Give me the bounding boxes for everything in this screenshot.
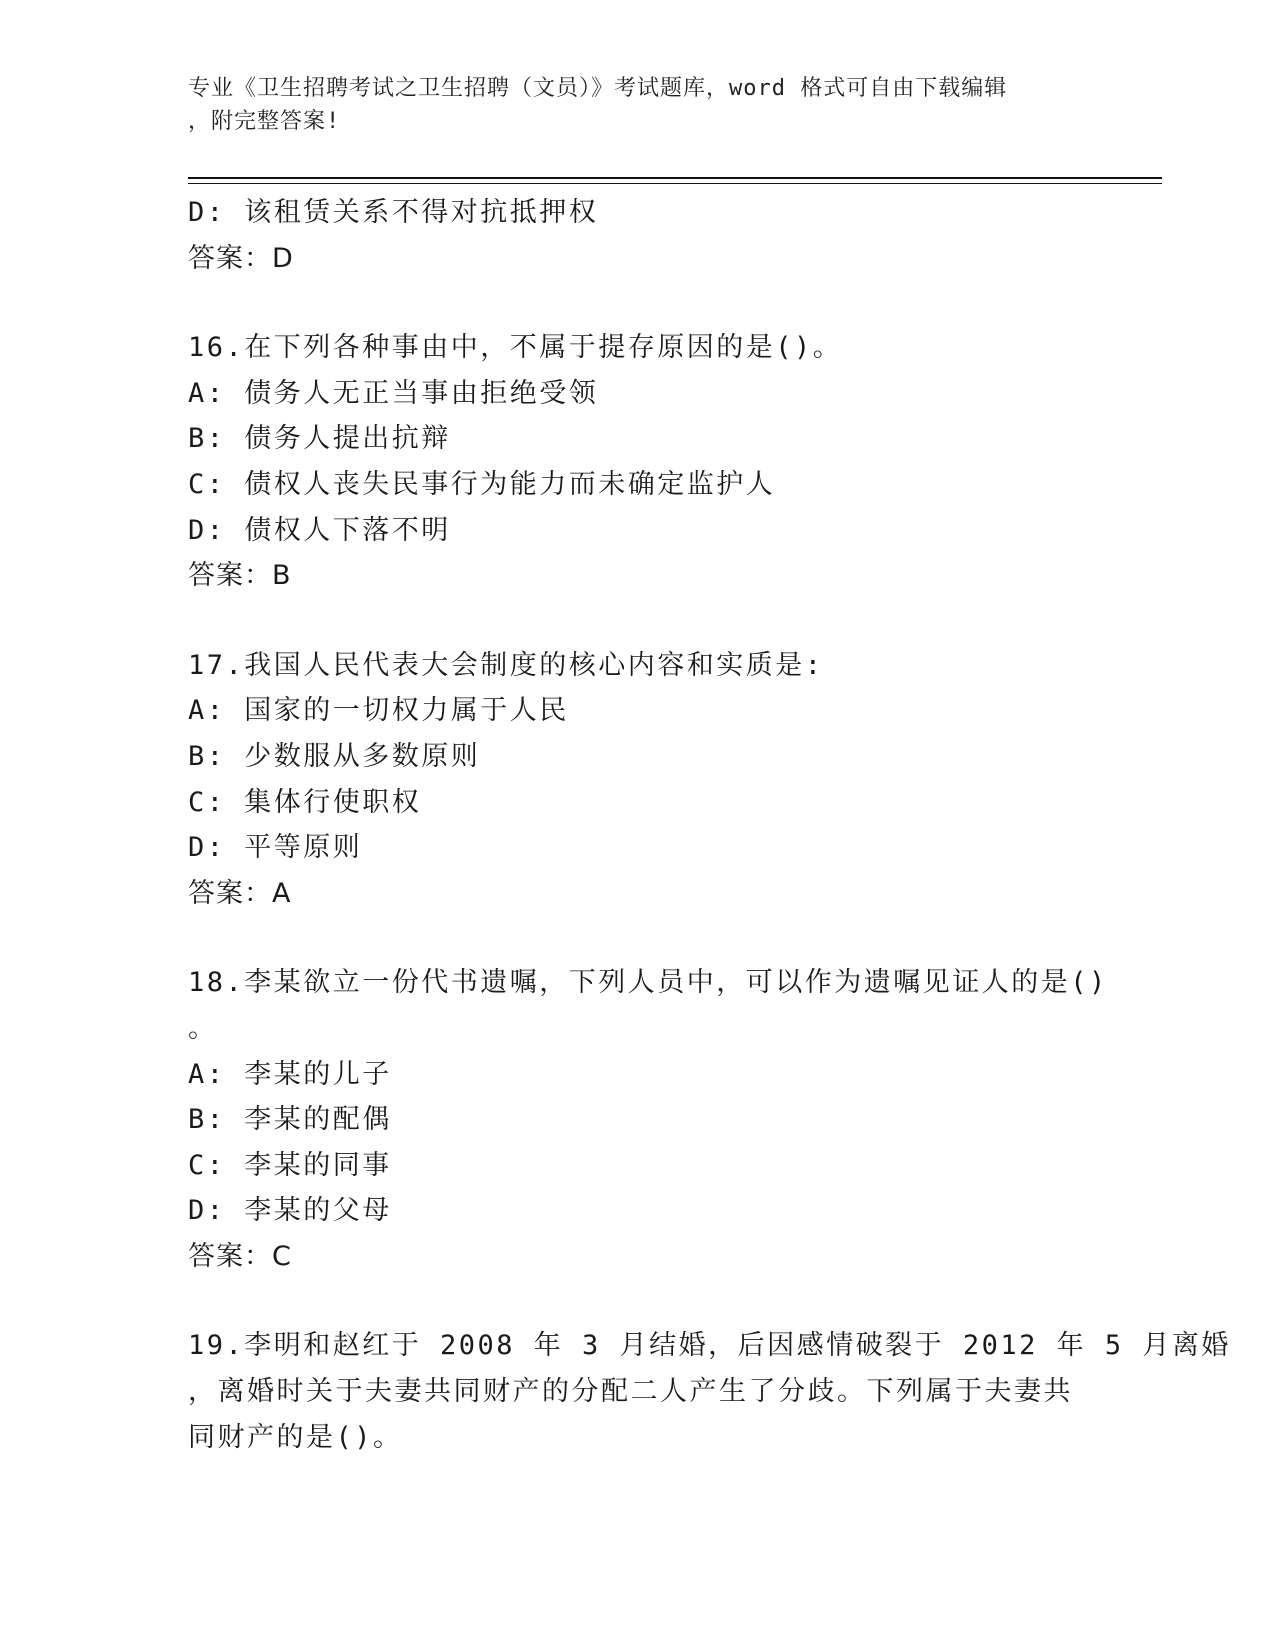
option-d: D: 债权人下落不明 [188, 514, 451, 546]
answer-line: 答案：B [188, 560, 292, 592]
option-b: B: 少数服从多数原则 [188, 740, 481, 772]
option-a: A: 国家的一切权力属于人民 [188, 695, 569, 727]
question-block-17 [188, 643, 1088, 917]
option-d: D: 李某的父母 [188, 1195, 392, 1227]
question-text: 16.在下列各种事由中，不属于提存原因的是()。 [188, 332, 843, 364]
question-text: 18.李某欲立一份代书遗嘱，下列人员中，可以作为遗嘱见证人的是() [188, 967, 1108, 999]
header-divider-thin [188, 183, 1162, 184]
question-text-continued: 。 [188, 1012, 218, 1044]
question-block-19 [188, 1323, 1231, 1460]
question-block-16 [188, 325, 1088, 599]
option-c: C: 债权人丧失民事行为能力而未确定监护人 [188, 468, 776, 500]
option-d: D: 平等原则 [188, 832, 363, 864]
answer-line: 答案：D [188, 242, 294, 274]
option-a: A: 李某的儿子 [188, 1058, 392, 1090]
option-b: B: 债务人提出抗辩 [188, 423, 451, 455]
question-block-18 [188, 960, 1108, 1279]
question-list [188, 190, 1231, 1460]
option-c: C: 集体行使职权 [188, 786, 422, 818]
answer-line: 答案：A [188, 877, 292, 909]
question-text: 17.我国人民代表大会制度的核心内容和实质是: [188, 649, 824, 681]
question-text: 19.李明和赵红于 2008 年 3 月结婚，后因感情破裂于 2012 年 5 月离婚 [188, 1330, 1231, 1362]
option-d: D: 该租赁关系不得对抗抵押权 [188, 197, 599, 228]
option-b: B: 李某的配偶 [188, 1104, 392, 1136]
header-divider-thick [188, 177, 1162, 179]
header-line-2: ，附完整答案! [188, 109, 341, 134]
question-text-continued: 同财产的是()。 [188, 1421, 403, 1453]
option-c: C: 李某的同事 [188, 1149, 392, 1181]
page-header [188, 72, 1068, 138]
question-text-continued: ，离婚时关于夫妻共同财产的分配二人产生了分歧。下列属于夫妻共 [188, 1376, 1073, 1408]
answer-line: 答案：C [188, 1240, 292, 1272]
header-line-1: 专业《卫生招聘考试之卫生招聘（文员）》考试题库，word 格式可自由下载编辑 [188, 76, 1008, 101]
question-15-tail [188, 190, 1088, 281]
option-a: A: 债务人无正当事由拒绝受领 [188, 377, 599, 409]
